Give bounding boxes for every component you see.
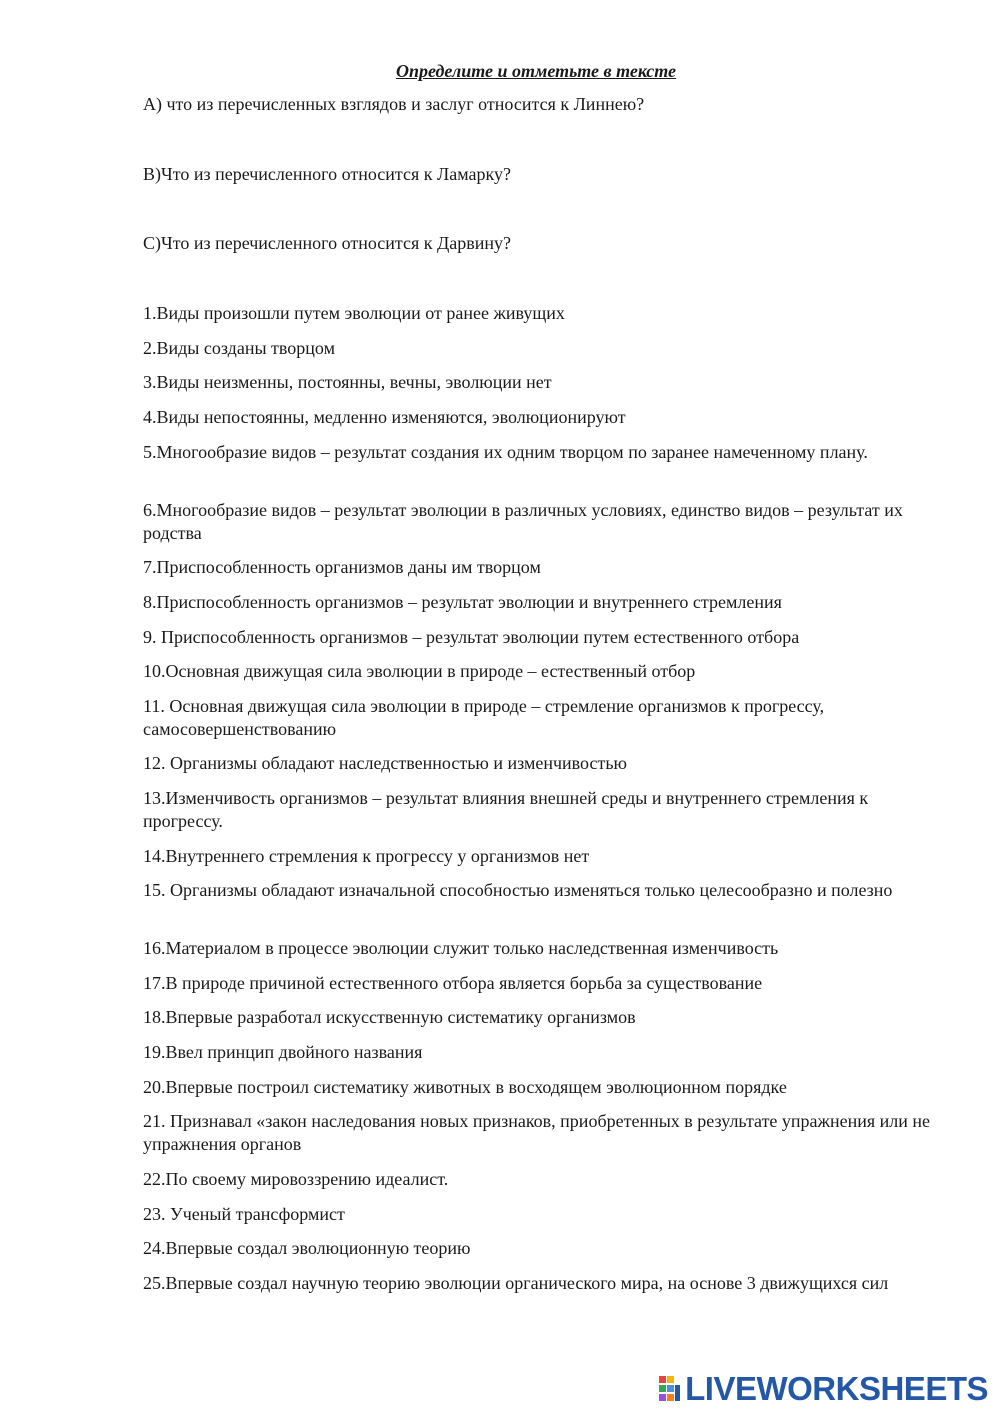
statement-9: 9. Приспособленность организмов – результат эволюции путем естественного отбора [143,627,800,647]
statement-11: 11. Основная движущая сила эволюции в природе – стремление организмов к прогрессу, самосовершенствованию [143,696,825,739]
statement-21: 21. Признавал «закон наследования новых признаков, приобретенных в результате упражнения или не упражнения органов [143,1111,931,1154]
statement-7: 7.Приспособленность организмов даны им творцом [143,557,541,577]
statement-15: 15. Организмы обладают изначальной способностью изменяться только целесообразно и полезно [143,880,893,900]
statement-2: 2.Виды созданы творцом [143,338,335,358]
statement-8: 8.Приспособленность организмов – результат эволюции и внутреннего стремления [143,592,782,612]
statement-13: 13.Изменчивость организмов – результат влияния внешней среды и внутреннего стремления к прогрессу. [143,788,869,831]
statement-12: 12. Организмы обладают наследственностью и изменчивостью [143,753,628,773]
statement-14: 14.Внутреннего стремления к прогрессу у организмов нет [143,846,590,866]
statement-23: 23. Ученый трансформист [143,1204,345,1224]
statement-17: 17.В природе причиной естественного отбора является борьба за существование [143,973,763,993]
brand-wordmark: LIVEWORKSHEETS [685,1370,988,1407]
statement-16: 16.Материалом в процессе эволюции служит только наследственная изменчивость [143,938,779,958]
question-c: С)Что из перечисленного относится к Дарвину? [143,233,512,253]
statement-6: 6.Многообразие видов – результат эволюции в различных условиях, единство видов – результат их родства [143,500,903,543]
page-title: Определите и отметьте в тексте [395,61,677,81]
statement-18: 18.Впервые разработал искусственную систематику организмов [143,1007,636,1027]
question-a: А) что из перечисленных взглядов и заслуг относится к Линнею? [143,94,645,114]
statement-5: 5.Многообразие видов – результат создания их одним творцом по заранее намеченному плану. [143,442,868,462]
question-b: В)Что из перечисленного относится к Ламарку? [143,164,511,184]
statement-25: 25.Впервые создал научную теорию эволюции органического мира, на основе 3 движущихся сил [143,1273,889,1293]
statement-10: 10.Основная движущая сила эволюции в природе – естественный отбор [143,661,696,681]
statement-1: 1.Виды произошли путем эволюции от ранее живущих [143,303,565,323]
liveworksheets-logo-icon [659,1374,681,1404]
statement-20: 20.Впервые построил систематику животных в восходящем эволюционном порядке [143,1077,787,1097]
statement-4: 4.Виды непостоянны, медленно изменяются, эволюционируют [143,407,626,427]
statement-22: 22.По своему мировоззрению идеалист. [143,1169,449,1189]
statement-3: 3.Виды неизменны, постоянны, вечны, эволюции нет [143,372,552,392]
statement-19: 19.Ввел принцип двойного названия [143,1042,423,1062]
liveworksheets-brand [659,1371,988,1407]
statement-24: 24.Впервые создал эволюционную теорию [143,1238,471,1258]
